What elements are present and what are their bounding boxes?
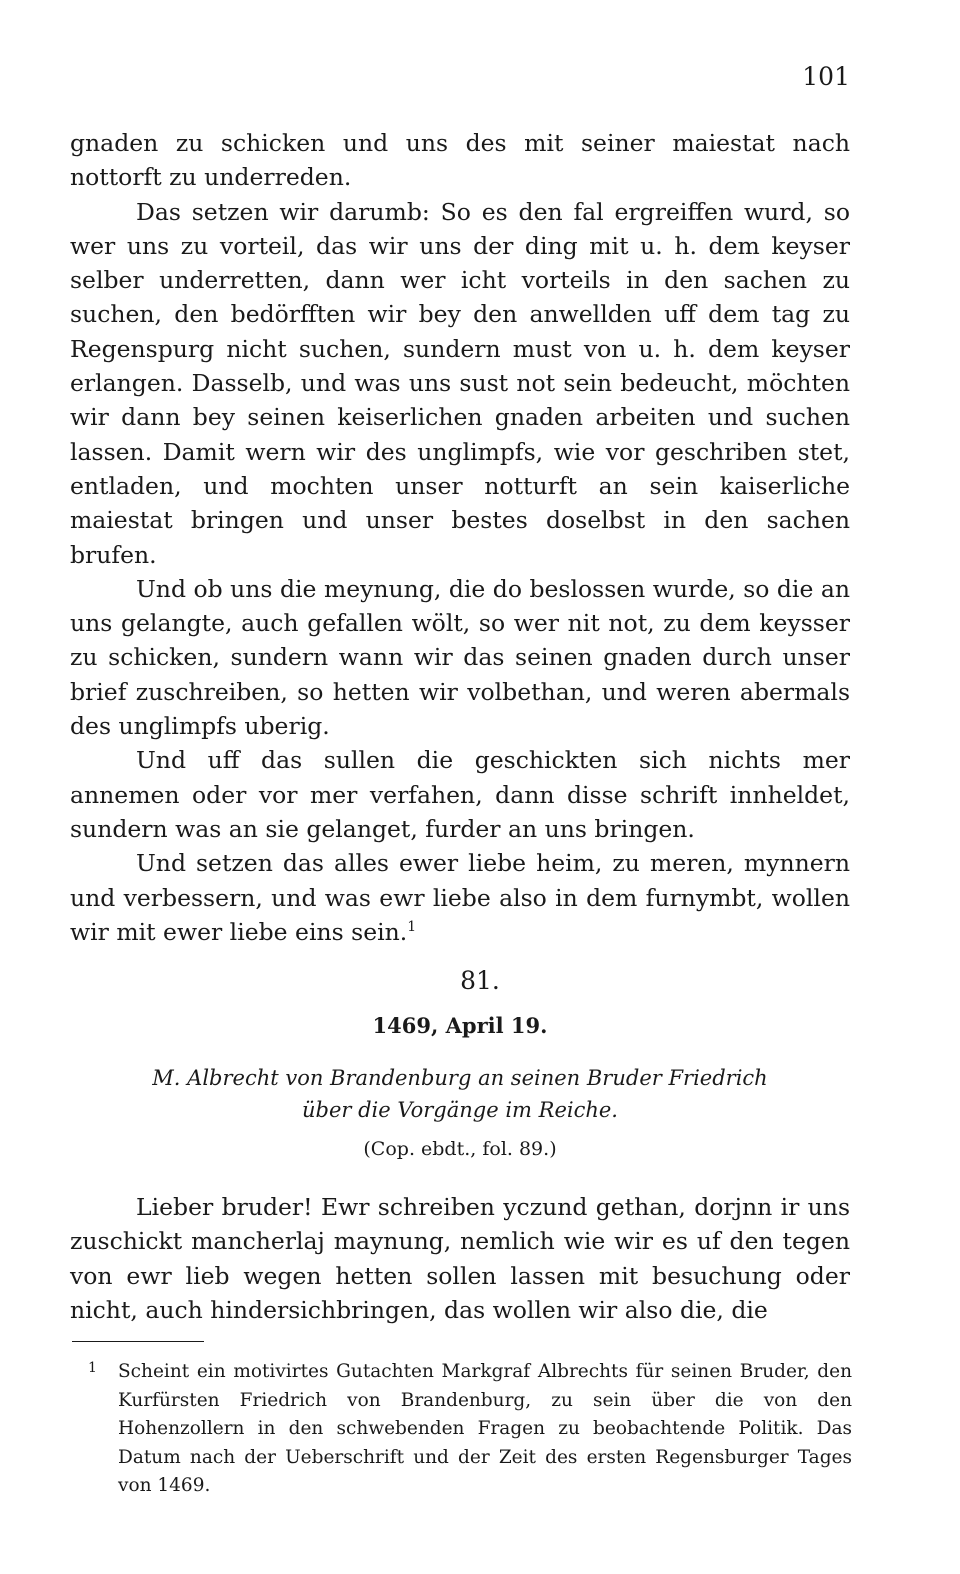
letter-text [70, 1190, 850, 1327]
paragraph: gnaden zu schicken und uns des mit seiner maiestat nach nottorft zu underreden. [70, 129, 850, 192]
page-number: 101 [802, 62, 850, 91]
footnote-text: Scheint ein motivirtes Gutachten Markgraf Albrechts für seinen Bruder, den Kurfürsten Friedrich von Brandenburg, zu sein über die von den Hohenzollern in den schwebenden Fragen zu beobachtende Politik. Das Datum nach der Ueberschrift und der Zeit des ersten Regensburger Tages von 1469. [118, 1361, 852, 1497]
paragraph: Lieber bruder! Ewr schreiben yczund gethan, dorjnn ir uns zuschickt mancherlaj maynung, nemlich wie wir es uf den tegen von ewr lieb wegen hetten sollen lassen mit besuchung oder nicht, auch hindersichbringen, das wollen wir also die, die [70, 1193, 850, 1324]
document-summary [0, 1062, 920, 1126]
paragraph-last [70, 846, 850, 949]
document-number: 81. [460, 966, 500, 995]
paragraph-text: Und setzen das alles ewer liebe heim, zu meren, mynnern und verbessern, und was ewr liebe also in dem furnymbt, wollen wir mit ewer liebe eins sein. [70, 849, 850, 946]
paragraph: Und uff das sullen die geschickten sich nichts mer annemen oder vor mer verfahen, dann disse schrift innheldet, sundern was an sie gelanget, furder an uns bringen. [70, 746, 850, 843]
main-text-top [70, 126, 850, 949]
summary-line: über die Vorgänge im Reiche. [302, 1098, 618, 1122]
document-source: (Cop. ebdt., fol. 89.) [363, 1138, 557, 1160]
summary-line: M. Albrecht von Brandenburg an seinen Bruder Friedrich [152, 1066, 768, 1090]
footnote-divider [72, 1341, 204, 1342]
footnote [88, 1358, 852, 1501]
paragraph: Und ob uns die meynung, die do beslossen wurde, so die an uns gelangte, auch gefallen wölt, so wer nit not, zu dem keysser zu schicken, sundern wann wir das seinen gnaden durch unser brief zuschreiben, so hetten wir volbethan, und weren abermals des unglimpfs uberig. [70, 574, 850, 741]
paragraph: Das setzen wir darumb: So es den fal ergreiffen wurd, so wer uns zu vorteil, das wir uns der ding mit u. h. dem keyser selber underretten, dann wer icht vorteils in den sachen zu suchen, den bedörfften wir bey den anwellden uff dem tag zu Regenspurg nicht suchen, sundern must von u. h. dem keyser erlangen. Dasselb, und was uns sust not sein bedeucht, möchten wir dann bey seinen keiserlichen gnaden arbeiten und suchen lassen. Damit wern wir des unglimpfs, wie vor geschriben stet, entladen, und mochten unser notturft an sein kaiserliche maiestat bringen und unser bestes doselbst in den sachen brufen. [70, 197, 850, 569]
footnote-mark: 1 [88, 1360, 97, 1376]
footnote-reference: 1 [407, 919, 417, 935]
document-date: 1469, April 19. [372, 1013, 548, 1038]
